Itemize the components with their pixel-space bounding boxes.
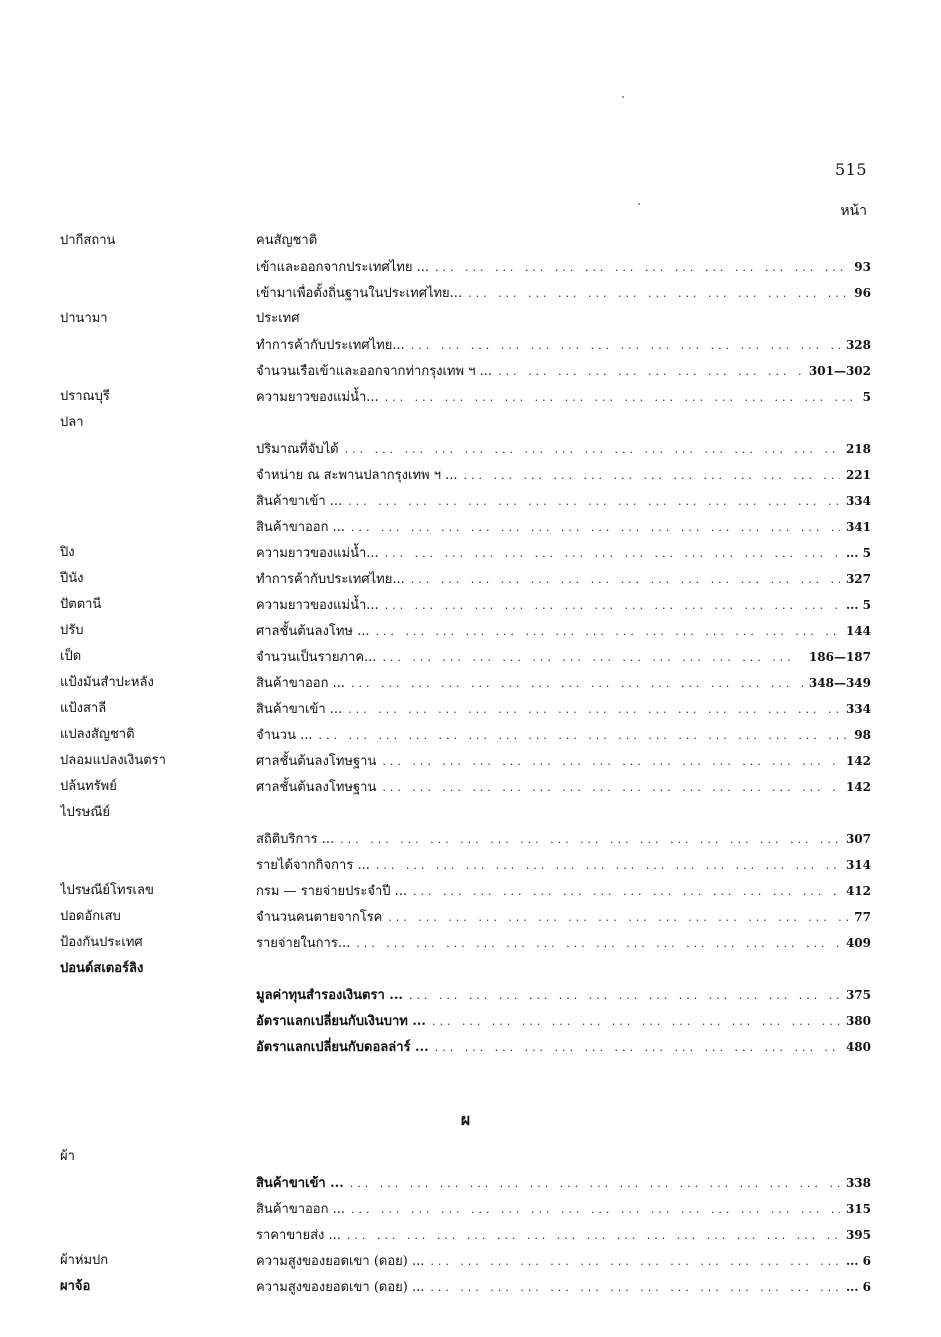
entry-page: 480 <box>845 1040 871 1054</box>
dot-leader <box>376 853 840 879</box>
entry-label: เข้ามาเพื่อตั้งถิ่นฐานในประเทศไทย... <box>256 286 463 301</box>
index-term: ปิง <box>60 545 75 560</box>
dot-leader <box>388 905 848 931</box>
index-term: ปัตตานี <box>60 597 102 612</box>
index-term: ไปรษณีย์ <box>60 805 111 820</box>
index-term: ปลอมแปลงเงินตรา <box>60 753 166 768</box>
entry-page: 144 <box>845 624 871 638</box>
entry-label: จำนวน ... <box>256 728 313 743</box>
entry-label: มูลค่าทุนสำรองเงินตรา ... <box>256 988 403 1003</box>
index-subheading <box>256 306 871 332</box>
dot-leader <box>430 1249 840 1275</box>
index-row <box>60 540 871 566</box>
entry-page: ... 5 <box>845 546 871 560</box>
index-entry <box>256 1222 871 1249</box>
index-entry <box>256 1274 871 1301</box>
index-row <box>60 410 871 436</box>
entry-label: อัตราแลกเปลี่ยนกับเงินบาท ... <box>256 1014 426 1029</box>
entry-label: ความยาวของแม่น้ำ... <box>256 546 379 561</box>
entry-page: 409 <box>845 936 871 950</box>
index-entry <box>256 1034 871 1061</box>
index-row <box>60 956 871 982</box>
dot-leader <box>432 1009 840 1035</box>
index-row <box>60 1008 871 1034</box>
index-row <box>60 696 871 722</box>
entry-page: 334 <box>845 702 871 716</box>
index-term: ปล้นทรัพย์ <box>60 779 117 794</box>
index-entry <box>256 1248 871 1275</box>
index-row <box>60 1034 871 1060</box>
entry-page: 395 <box>845 1228 871 1242</box>
index-row <box>60 878 871 904</box>
entry-label: สินค้าขาออก ... <box>256 676 346 691</box>
index-term: แป้งสาลี <box>60 701 107 716</box>
index-row <box>60 1196 871 1222</box>
entry-label: จำนวนเป็นรายภาค... <box>256 650 377 665</box>
dot-leader <box>351 1197 840 1223</box>
index-entry <box>256 254 871 281</box>
dot-leader <box>385 593 840 619</box>
index-row <box>60 514 871 540</box>
entry-page: 142 <box>845 754 871 768</box>
index-row <box>60 1274 871 1300</box>
entry-page: 314 <box>845 858 871 872</box>
index-term: ปอนด์สเตอร์ลิง <box>60 961 144 976</box>
dot-leader <box>385 541 840 567</box>
index-row <box>60 384 871 410</box>
entry-page: ... 6 <box>845 1280 871 1294</box>
dot-leader <box>347 1223 840 1249</box>
dot-leader <box>345 437 840 463</box>
entry-label: ศาลชั้นต้นลงโทษฐาน <box>256 754 377 769</box>
index-term: ปราณบุรี <box>60 389 110 404</box>
entry-page: 375 <box>845 988 871 1002</box>
entry-page: 327 <box>845 572 871 586</box>
entry-label: ความสูงของยอดเขา (ดอย) ... <box>256 1254 425 1269</box>
index-row <box>60 670 871 696</box>
index-row <box>60 306 871 332</box>
dot-leader <box>356 931 840 957</box>
entry-page: 338 <box>845 1176 871 1190</box>
index-row <box>60 592 871 618</box>
entry-page: 380 <box>845 1014 871 1028</box>
entry-page: 77 <box>854 910 871 924</box>
index-entry <box>256 488 871 515</box>
dot-leader <box>409 983 840 1009</box>
entry-page: 96 <box>854 286 871 300</box>
entry-label: กรม — รายจ่ายประจำปี ... <box>256 884 408 899</box>
dot-leader <box>498 359 803 385</box>
entry-label: จำหน่าย ณ สะพานปลากรุงเทพ ฯ ... <box>256 468 458 483</box>
index-term: ปรับ <box>60 623 84 638</box>
index-row <box>60 358 871 384</box>
entry-page: 348—349 <box>808 676 871 690</box>
entry-page: 315 <box>845 1202 871 1216</box>
dot-leader <box>464 463 840 489</box>
index-subheading <box>256 228 871 254</box>
index-row <box>60 1170 871 1196</box>
entry-page: 93 <box>854 260 871 274</box>
entry-label: ความยาวของแม่น้ำ... <box>256 390 379 405</box>
index-entry <box>256 930 871 957</box>
index-entry <box>256 748 871 775</box>
dot-leader <box>435 255 848 281</box>
index-entry <box>256 878 871 905</box>
index-row <box>60 488 871 514</box>
dot-leader <box>411 333 840 359</box>
index-entry <box>256 384 871 411</box>
dot-leader <box>351 671 803 697</box>
dot-leader <box>382 775 840 801</box>
entry-page: 328 <box>845 338 871 352</box>
entry-label: จำนวนเรือเข้าและออกจากท่ากรุงเทพ ฯ ... <box>256 364 493 379</box>
index-row <box>60 566 871 592</box>
entry-label: สินค้าขาเข้า ... <box>256 1176 344 1191</box>
index-term: ผ้า <box>60 1149 75 1164</box>
index-row <box>60 1144 871 1170</box>
entry-label: ประเทศ <box>256 311 300 326</box>
index-row <box>60 1248 871 1274</box>
index-entry <box>256 722 871 749</box>
index-entry <box>256 670 871 697</box>
dot-leader <box>435 1035 840 1061</box>
dot-leader <box>468 281 848 307</box>
index-row <box>60 618 871 644</box>
scan-speck <box>622 96 624 98</box>
index-entry <box>256 436 871 463</box>
index-row <box>60 748 871 774</box>
index-list-section-pho <box>60 1144 871 1300</box>
index-entry <box>256 774 871 801</box>
section-letter-heading: ผ <box>460 1110 471 1129</box>
index-row <box>60 1222 871 1248</box>
entry-page: 307 <box>845 832 871 846</box>
index-term: ปานามา <box>60 311 108 326</box>
index-list <box>60 228 871 1060</box>
index-row <box>60 826 871 852</box>
dot-leader <box>411 567 840 593</box>
index-term: ไปรษณีย์โทรเลข <box>60 883 154 898</box>
entry-label: รายจ่ายในการ... <box>256 936 351 951</box>
dot-leader <box>430 1275 840 1301</box>
index-entry <box>256 618 871 645</box>
index-entry <box>256 592 871 619</box>
index-entry <box>256 540 871 567</box>
dot-leader <box>348 489 840 515</box>
index-entry <box>256 1170 871 1197</box>
entry-page: 218 <box>845 442 871 456</box>
entry-label: รายได้จากกิจการ ... <box>256 858 370 873</box>
index-term: ป้องกันประเทศ <box>60 935 143 950</box>
index-term: เป็ด <box>60 649 82 664</box>
index-entry <box>256 852 871 879</box>
dot-leader <box>319 723 849 749</box>
index-row <box>60 228 871 254</box>
entry-label: สถิติบริการ ... <box>256 832 335 847</box>
index-row <box>60 332 871 358</box>
entry-label: สินค้าขาออก ... <box>256 1202 346 1217</box>
entry-label: คนสัญชาติ <box>256 233 318 248</box>
entry-page: 186—187 <box>808 650 871 664</box>
index-entry <box>256 982 871 1009</box>
entry-label: ทำการค้ากับประเทศไทย... <box>256 338 405 353</box>
dot-leader <box>348 697 840 723</box>
index-entry <box>256 462 871 489</box>
index-row <box>60 462 871 488</box>
index-entry <box>256 644 871 671</box>
index-entry <box>256 904 871 931</box>
entry-page: 142 <box>845 780 871 794</box>
entry-label: ปริมาณที่จับได้ <box>256 442 339 457</box>
entry-page: 5 <box>862 390 871 404</box>
index-entry <box>256 826 871 853</box>
index-entry <box>256 332 871 359</box>
entry-page: 334 <box>845 494 871 508</box>
entry-label: ราคาขายส่ง ... <box>256 1228 341 1243</box>
index-row <box>60 774 871 800</box>
dot-leader <box>340 827 840 853</box>
index-term: ผ้าห่มปก <box>60 1253 109 1268</box>
entry-label: สินค้าขาออก ... <box>256 520 346 535</box>
dot-leader <box>413 879 840 905</box>
dot-leader <box>350 1171 840 1197</box>
index-term: ปลา <box>60 415 84 430</box>
entry-label: ความยาวของแม่น้ำ... <box>256 598 379 613</box>
entry-label: สินค้าขาเข้า ... <box>256 494 343 509</box>
entry-label: สินค้าขาเข้า ... <box>256 702 343 717</box>
index-term: แป้งมันสำปะหลัง <box>60 675 154 690</box>
entry-label: จำนวนคนตายจากโรค <box>256 910 383 925</box>
index-row <box>60 982 871 1008</box>
index-row <box>60 254 871 280</box>
index-entry <box>256 1196 871 1223</box>
index-row <box>60 852 871 878</box>
index-row <box>60 280 871 306</box>
dot-leader <box>376 619 840 645</box>
index-entry <box>256 566 871 593</box>
dot-leader <box>382 645 802 671</box>
entry-page: ... 6 <box>845 1254 871 1268</box>
entry-label: อัตราแลกเปลี่ยนกับดอลล่าร์ ... <box>256 1040 429 1055</box>
index-row <box>60 722 871 748</box>
index-entry <box>256 1008 871 1035</box>
index-entry <box>256 514 871 541</box>
dot-leader <box>351 515 840 541</box>
page-column-header: หน้า <box>840 203 867 219</box>
entry-page: 301—302 <box>808 364 871 378</box>
entry-page: 412 <box>845 884 871 898</box>
entry-page: 341 <box>845 520 871 534</box>
entry-page: 98 <box>854 728 871 742</box>
entry-page: 221 <box>845 468 871 482</box>
index-row <box>60 930 871 956</box>
index-row <box>60 904 871 930</box>
entry-label: ความสูงของยอดเขา (ดอย) ... <box>256 1280 425 1295</box>
scan-speck <box>638 203 640 205</box>
entry-label: ทำการค้ากับประเทศไทย... <box>256 572 405 587</box>
entry-label: ศาลชั้นต้นลงโทษฐาน <box>256 780 377 795</box>
index-row <box>60 644 871 670</box>
index-entry <box>256 358 871 385</box>
index-row <box>60 800 871 826</box>
entry-label: เข้าและออกจากประเทศไทย ... <box>256 260 429 275</box>
page-number: 515 <box>834 160 867 179</box>
index-term: ปอดอักเสบ <box>60 909 121 924</box>
index-entry <box>256 696 871 723</box>
index-term: ปีนัง <box>60 571 84 586</box>
dot-leader <box>382 749 840 775</box>
dot-leader <box>385 385 857 411</box>
index-term: ผาจ้อ <box>60 1279 91 1294</box>
index-entry <box>256 280 871 307</box>
index-term: แปลงสัญชาติ <box>60 727 135 742</box>
entry-page: ... 5 <box>845 598 871 612</box>
entry-label: ศาลชั้นต้นลงโทษ ... <box>256 624 370 639</box>
index-row <box>60 436 871 462</box>
index-term: ปากีสถาน <box>60 233 116 248</box>
